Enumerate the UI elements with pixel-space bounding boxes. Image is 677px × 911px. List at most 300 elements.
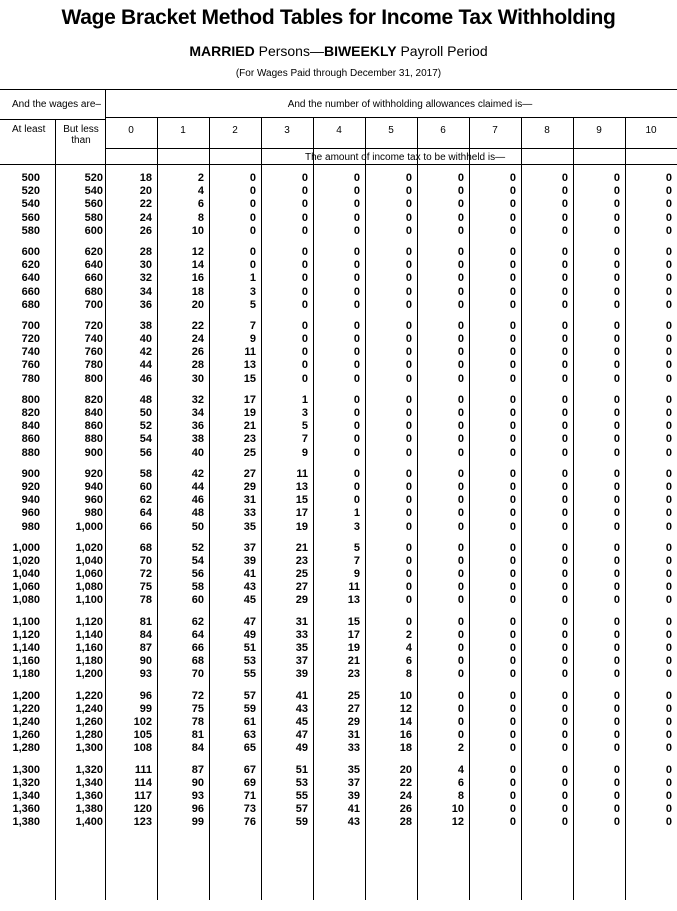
tax-amount-cell: 45 [295,715,308,728]
tax-amount-cell: 8 [197,211,204,224]
tax-amount-cell: 0 [457,272,464,285]
tax-amount-cell: 22 [139,198,152,211]
tax-amount-cell: 29 [295,594,308,607]
but-less-than-header [57,124,105,146]
but-less-text: But less [63,124,99,135]
tax-amount-cell: 28 [191,359,204,372]
tax-amount-cell: 0 [665,245,672,258]
at-least-cell: 1,280 [12,742,40,755]
tax-amount-cell: 0 [613,433,620,446]
tax-amount-cell: 0 [665,742,672,755]
tax-amount-cell: 0 [509,211,516,224]
tax-amount-cell: 10 [451,803,464,816]
table-top-rule [0,89,677,90]
tax-amount-cell: 26 [139,224,152,237]
tax-amount-cell: 0 [509,554,516,567]
table-body-rule [0,164,677,165]
allowance-column-header: 8 [544,125,550,136]
tax-amount-cell: 0 [457,628,464,641]
at-least-cell: 620 [21,259,40,272]
tax-amount-cell: 35 [295,642,308,654]
tax-amount-cell: 0 [509,742,516,755]
tax-amount-cell: 0 [353,245,360,258]
tax-amount-cell: 0 [561,285,568,298]
tax-amount-cell: 0 [561,729,568,742]
tax-amount-cell: 27 [295,581,308,594]
but-less-than-cell: 600 [84,224,103,237]
tax-amount-cell: 31 [243,494,256,507]
tax-amount-cell: 0 [561,224,568,237]
tax-amount-cell: 0 [509,446,516,459]
tax-amount-cell: 2 [457,742,464,755]
tax-amount-cell: 1 [249,272,256,285]
tax-amount-cell: 0 [561,581,568,594]
tax-amount-cell: 0 [457,393,464,406]
tax-amount-cell: 0 [665,763,672,776]
effective-date-note: (For Wages Paid through December 31, 2017) [235,68,442,79]
tax-amount-cell: 2 [197,172,204,184]
tax-amount-cell: 24 [399,789,412,802]
tax-amount-cell: 0 [509,702,516,715]
allowances-header: And the number of withholding allowances claimed is— [287,99,533,110]
tax-amount-cell: 0 [353,433,360,446]
amount-withheld-note: The amount of income tax to be withheld is— [305,152,506,163]
tax-amount-cell: 10 [191,224,204,237]
tax-amount-cell: 0 [613,420,620,433]
at-least-cell: 1,020 [12,554,40,567]
tax-amount-cell: 0 [353,467,360,480]
wage-bracket-group [0,246,677,312]
wages-are-header: And the wages are– [12,99,101,110]
tax-amount-cell: 0 [353,420,360,433]
tax-amount-cell: 21 [243,420,256,433]
tax-amount-cell: 0 [509,198,516,211]
tax-amount-cell: 0 [249,172,256,184]
tax-amount-cell: 0 [665,359,672,372]
tax-amount-cell: 0 [613,372,620,385]
wage-bracket-group [0,468,677,534]
tax-amount-cell: 0 [509,715,516,728]
tax-amount-cell: 87 [139,642,152,654]
at-least-cell: 900 [21,467,40,480]
table-row [0,198,677,211]
tax-amount-cell: 0 [405,507,412,520]
tax-amount-cell: 0 [665,198,672,211]
tax-amount-cell: 0 [613,628,620,641]
table-row [0,742,677,755]
but-less-than-cell: 1,400 [75,816,103,829]
tax-amount-cell: 0 [561,259,568,272]
tax-amount-cell: 120 [133,803,152,816]
tax-amount-cell: 0 [457,372,464,385]
tax-amount-cell: 0 [457,172,464,184]
but-less-than-cell: 560 [84,198,103,211]
tax-amount-cell: 0 [405,211,412,224]
tax-amount-cell: 18 [139,172,152,184]
tax-amount-cell: 0 [405,272,412,285]
page-title: Wage Bracket Method Tables for Income Tax Withholding [61,6,616,29]
tax-amount-cell: 5 [249,298,256,311]
tax-amount-cell: 35 [243,520,256,533]
tax-amount-cell: 0 [613,594,620,607]
but-less-than-cell: 1,020 [75,541,103,554]
table-row [0,333,677,346]
tax-amount-cell: 14 [399,715,412,728]
tax-amount-cell: 39 [295,668,308,681]
tax-amount-cell: 0 [405,520,412,533]
tax-amount-cell: 0 [665,333,672,346]
tax-amount-cell: 0 [405,359,412,372]
table-row [0,716,677,729]
tax-amount-cell: 0 [613,715,620,728]
table-row [0,212,677,225]
tax-amount-cell: 0 [509,803,516,816]
tax-amount-cell: 0 [457,480,464,493]
tax-amount-cell: 24 [139,211,152,224]
tax-amount-cell: 53 [243,655,256,668]
tax-amount-cell: 0 [509,224,516,237]
tax-amount-cell: 0 [613,568,620,581]
tax-amount-cell: 0 [613,407,620,419]
tax-amount-cell: 0 [665,259,672,272]
table-row [0,286,677,299]
tax-amount-cell: 51 [243,642,256,654]
tax-amount-cell: 49 [295,742,308,755]
tax-amount-cell: 0 [509,628,516,641]
tax-amount-cell: 0 [561,655,568,668]
tax-amount-cell: 43 [347,816,360,829]
tax-amount-cell: 105 [133,729,152,742]
tax-amount-cell: 58 [191,581,204,594]
tax-amount-cell: 0 [301,259,308,272]
tax-amount-cell: 0 [665,715,672,728]
tax-amount-cell: 0 [665,467,672,480]
tax-amount-cell: 46 [191,494,204,507]
tax-amount-cell: 0 [613,581,620,594]
tax-amount-cell: 0 [301,285,308,298]
tax-amount-cell: 0 [457,224,464,237]
tax-amount-cell: 31 [347,729,360,742]
but-less-than-cell: 1,180 [75,655,103,668]
tax-amount-cell: 0 [613,615,620,628]
subtitle-persons: Persons— [254,43,324,59]
tax-amount-cell: 67 [243,763,256,776]
tax-amount-cell: 0 [665,655,672,668]
tax-amount-cell: 34 [139,285,152,298]
tax-amount-cell: 7 [249,319,256,332]
tax-amount-cell: 62 [191,615,204,628]
tax-amount-cell: 0 [561,272,568,285]
tax-amount-cell: 17 [295,507,308,520]
tax-amount-cell: 0 [509,185,516,198]
tax-amount-cell: 0 [561,467,568,480]
tax-amount-cell: 59 [295,816,308,829]
allowance-column-header: 9 [596,125,602,136]
tax-amount-cell: 0 [561,480,568,493]
tax-amount-cell: 0 [405,285,412,298]
tax-amount-cell: 0 [509,467,516,480]
tax-amount-cell: 70 [139,554,152,567]
tax-amount-cell: 0 [457,541,464,554]
at-least-cell: 1,060 [12,581,40,594]
tax-amount-cell: 111 [134,763,152,776]
but-less-than-cell: 1,160 [75,642,103,654]
allowance-column-header: 7 [492,125,498,136]
tax-amount-cell: 42 [139,346,152,359]
tax-amount-cell: 0 [509,615,516,628]
tax-amount-cell: 0 [405,594,412,607]
tax-amount-cell: 28 [139,245,152,258]
but-less-than-cell: 720 [84,319,103,332]
tax-amount-cell: 0 [665,541,672,554]
but-less-than-cell: 680 [84,285,103,298]
tax-amount-cell: 0 [509,520,516,533]
tax-amount-cell: 0 [509,668,516,681]
allowance-number-rule [105,148,677,149]
tax-amount-cell: 0 [561,185,568,198]
tax-amount-cell: 0 [665,568,672,581]
tax-amount-cell: 0 [509,433,516,446]
tax-amount-cell: 66 [139,520,152,533]
tax-amount-cell: 0 [457,729,464,742]
at-least-cell: 1,000 [12,541,40,554]
tax-amount-cell: 0 [665,615,672,628]
but-less-than-cell: 1,240 [75,702,103,715]
tax-amount-cell: 0 [613,742,620,755]
tax-amount-cell: 0 [353,407,360,419]
tax-amount-cell: 0 [561,615,568,628]
tax-amount-cell: 0 [561,507,568,520]
tax-amount-cell: 0 [509,245,516,258]
tax-amount-cell: 0 [665,789,672,802]
tax-amount-cell: 0 [561,541,568,554]
tax-amount-cell: 54 [191,554,204,567]
tax-amount-cell: 78 [191,715,204,728]
tax-amount-cell: 0 [509,776,516,789]
tax-amount-cell: 0 [665,520,672,533]
at-least-cell: 780 [21,372,40,385]
tax-amount-cell: 61 [243,715,256,728]
tax-amount-cell: 0 [457,185,464,198]
tax-amount-cell: 0 [509,333,516,346]
tax-amount-cell: 0 [561,298,568,311]
tax-amount-cell: 0 [509,729,516,742]
table-row [0,642,677,655]
tax-amount-cell: 10 [399,689,412,702]
tax-amount-cell: 0 [613,346,620,359]
tax-amount-cell: 0 [509,480,516,493]
tax-amount-cell: 0 [561,628,568,641]
tax-amount-cell: 0 [301,319,308,332]
tax-amount-cell: 12 [451,816,464,829]
table-row [0,616,677,629]
tax-amount-cell: 28 [399,816,412,829]
tax-amount-cell: 54 [139,433,152,446]
tax-amount-cell: 20 [399,763,412,776]
tax-amount-cell: 0 [353,272,360,285]
table-row [0,407,677,420]
tax-amount-cell: 99 [139,702,152,715]
tax-amount-cell: 0 [561,520,568,533]
tax-amount-cell: 0 [509,420,516,433]
tax-amount-cell: 33 [347,742,360,755]
table-row [0,320,677,333]
tax-amount-cell: 60 [139,480,152,493]
tax-amount-cell: 2 [405,628,412,641]
tax-amount-cell: 0 [561,211,568,224]
at-least-cell: 1,040 [12,568,40,581]
table-row [0,729,677,742]
tax-amount-cell: 42 [191,467,204,480]
tax-amount-cell: 0 [509,642,516,654]
but-less-than-cell: 1,220 [75,689,103,702]
tax-amount-cell: 7 [301,433,308,446]
tax-amount-cell: 0 [561,198,568,211]
tax-amount-cell: 0 [561,816,568,829]
tax-amount-cell: 0 [561,642,568,654]
allowance-column-header: 2 [232,125,238,136]
tax-amount-cell: 23 [295,554,308,567]
but-less-than-cell: 880 [84,433,103,446]
tax-amount-cell: 0 [561,245,568,258]
tax-amount-cell: 58 [139,467,152,480]
tax-amount-cell: 22 [191,319,204,332]
at-least-cell: 880 [21,446,40,459]
tax-amount-cell: 3 [301,407,308,419]
tax-amount-cell: 24 [191,333,204,346]
but-less-than-cell: 640 [84,259,103,272]
tax-amount-cell: 4 [405,642,412,654]
table-row [0,394,677,407]
tax-amount-cell: 0 [665,803,672,816]
tax-amount-cell: 84 [191,742,204,755]
table-row [0,299,677,312]
tax-amount-cell: 0 [561,333,568,346]
tax-amount-cell: 7 [353,554,360,567]
tax-amount-cell: 56 [191,568,204,581]
at-least-cell: 1,380 [12,816,40,829]
tax-amount-cell: 9 [301,446,308,459]
at-least-cell: 1,340 [12,789,40,802]
tax-amount-cell: 8 [457,789,464,802]
tax-amount-cell: 13 [243,359,256,372]
table-row [0,542,677,555]
tax-amount-cell: 0 [665,729,672,742]
tax-amount-cell: 17 [243,393,256,406]
tax-amount-cell: 0 [457,655,464,668]
tax-amount-cell: 0 [353,259,360,272]
tax-amount-cell: 13 [347,594,360,607]
tax-amount-cell: 0 [405,245,412,258]
tax-amount-cell: 8 [405,668,412,681]
tax-amount-cell: 0 [301,359,308,372]
tax-amount-cell: 0 [353,285,360,298]
tax-amount-cell: 0 [509,298,516,311]
tax-amount-cell: 0 [665,393,672,406]
tax-amount-cell: 37 [347,776,360,789]
tax-amount-cell: 0 [457,245,464,258]
tax-amount-cell: 0 [249,198,256,211]
tax-amount-cell: 0 [613,494,620,507]
tax-amount-cell: 0 [405,420,412,433]
tax-amount-cell: 0 [405,198,412,211]
tax-amount-cell: 11 [244,346,256,359]
but-less-than-cell: 780 [84,359,103,372]
but-less-than-cell: 540 [84,185,103,198]
tax-amount-cell: 87 [191,763,204,776]
tax-amount-cell: 0 [613,172,620,184]
tax-amount-cell: 3 [353,520,360,533]
tax-amount-cell: 34 [191,407,204,419]
tax-amount-cell: 0 [301,333,308,346]
tax-amount-cell: 0 [561,689,568,702]
tax-amount-cell: 72 [139,568,152,581]
at-least-cell: 740 [21,346,40,359]
tax-amount-cell: 38 [191,433,204,446]
table-row [0,816,677,829]
wage-bracket-table [0,172,677,837]
tax-amount-cell: 27 [243,467,256,480]
tax-amount-cell: 0 [353,298,360,311]
tax-amount-cell: 0 [301,298,308,311]
table-row [0,272,677,285]
than-text: than [71,135,91,146]
at-least-cell: 920 [21,480,40,493]
tax-amount-cell: 0 [457,689,464,702]
tax-amount-cell: 6 [457,776,464,789]
tax-amount-cell: 25 [347,689,360,702]
tax-amount-cell: 0 [665,668,672,681]
tax-amount-cell: 0 [613,776,620,789]
tax-amount-cell: 0 [457,702,464,715]
tax-amount-cell: 0 [665,702,672,715]
tax-amount-cell: 0 [457,433,464,446]
tax-amount-cell: 30 [191,372,204,385]
tax-amount-cell: 63 [243,729,256,742]
tax-amount-cell: 0 [509,689,516,702]
tax-amount-cell: 15 [347,615,360,628]
tax-amount-cell: 78 [139,594,152,607]
tax-amount-cell: 0 [509,172,516,184]
tax-amount-cell: 15 [295,494,308,507]
tax-amount-cell: 0 [249,211,256,224]
tax-amount-cell: 6 [197,198,204,211]
subtitle-payroll-frequency: BIWEEKLY [323,43,397,59]
but-less-than-cell: 740 [84,333,103,346]
tax-amount-cell: 93 [139,668,152,681]
tax-amount-cell: 0 [457,420,464,433]
tax-amount-cell: 38 [139,319,152,332]
tax-amount-cell: 0 [613,507,620,520]
tax-amount-cell: 20 [139,185,152,198]
tax-amount-cell: 0 [301,198,308,211]
tax-amount-cell: 0 [405,433,412,446]
table-row [0,246,677,259]
tax-amount-cell: 0 [405,554,412,567]
tax-amount-cell: 0 [665,494,672,507]
tax-amount-cell: 0 [353,446,360,459]
tax-amount-cell: 56 [139,446,152,459]
tax-amount-cell: 0 [457,715,464,728]
tax-amount-cell: 11 [348,581,360,594]
tax-amount-cell: 0 [405,407,412,419]
tax-amount-cell: 39 [347,789,360,802]
tax-amount-cell: 0 [561,789,568,802]
tax-amount-cell: 0 [613,298,620,311]
tax-amount-cell: 41 [243,568,256,581]
tax-amount-cell: 0 [457,446,464,459]
tax-amount-cell: 0 [301,211,308,224]
